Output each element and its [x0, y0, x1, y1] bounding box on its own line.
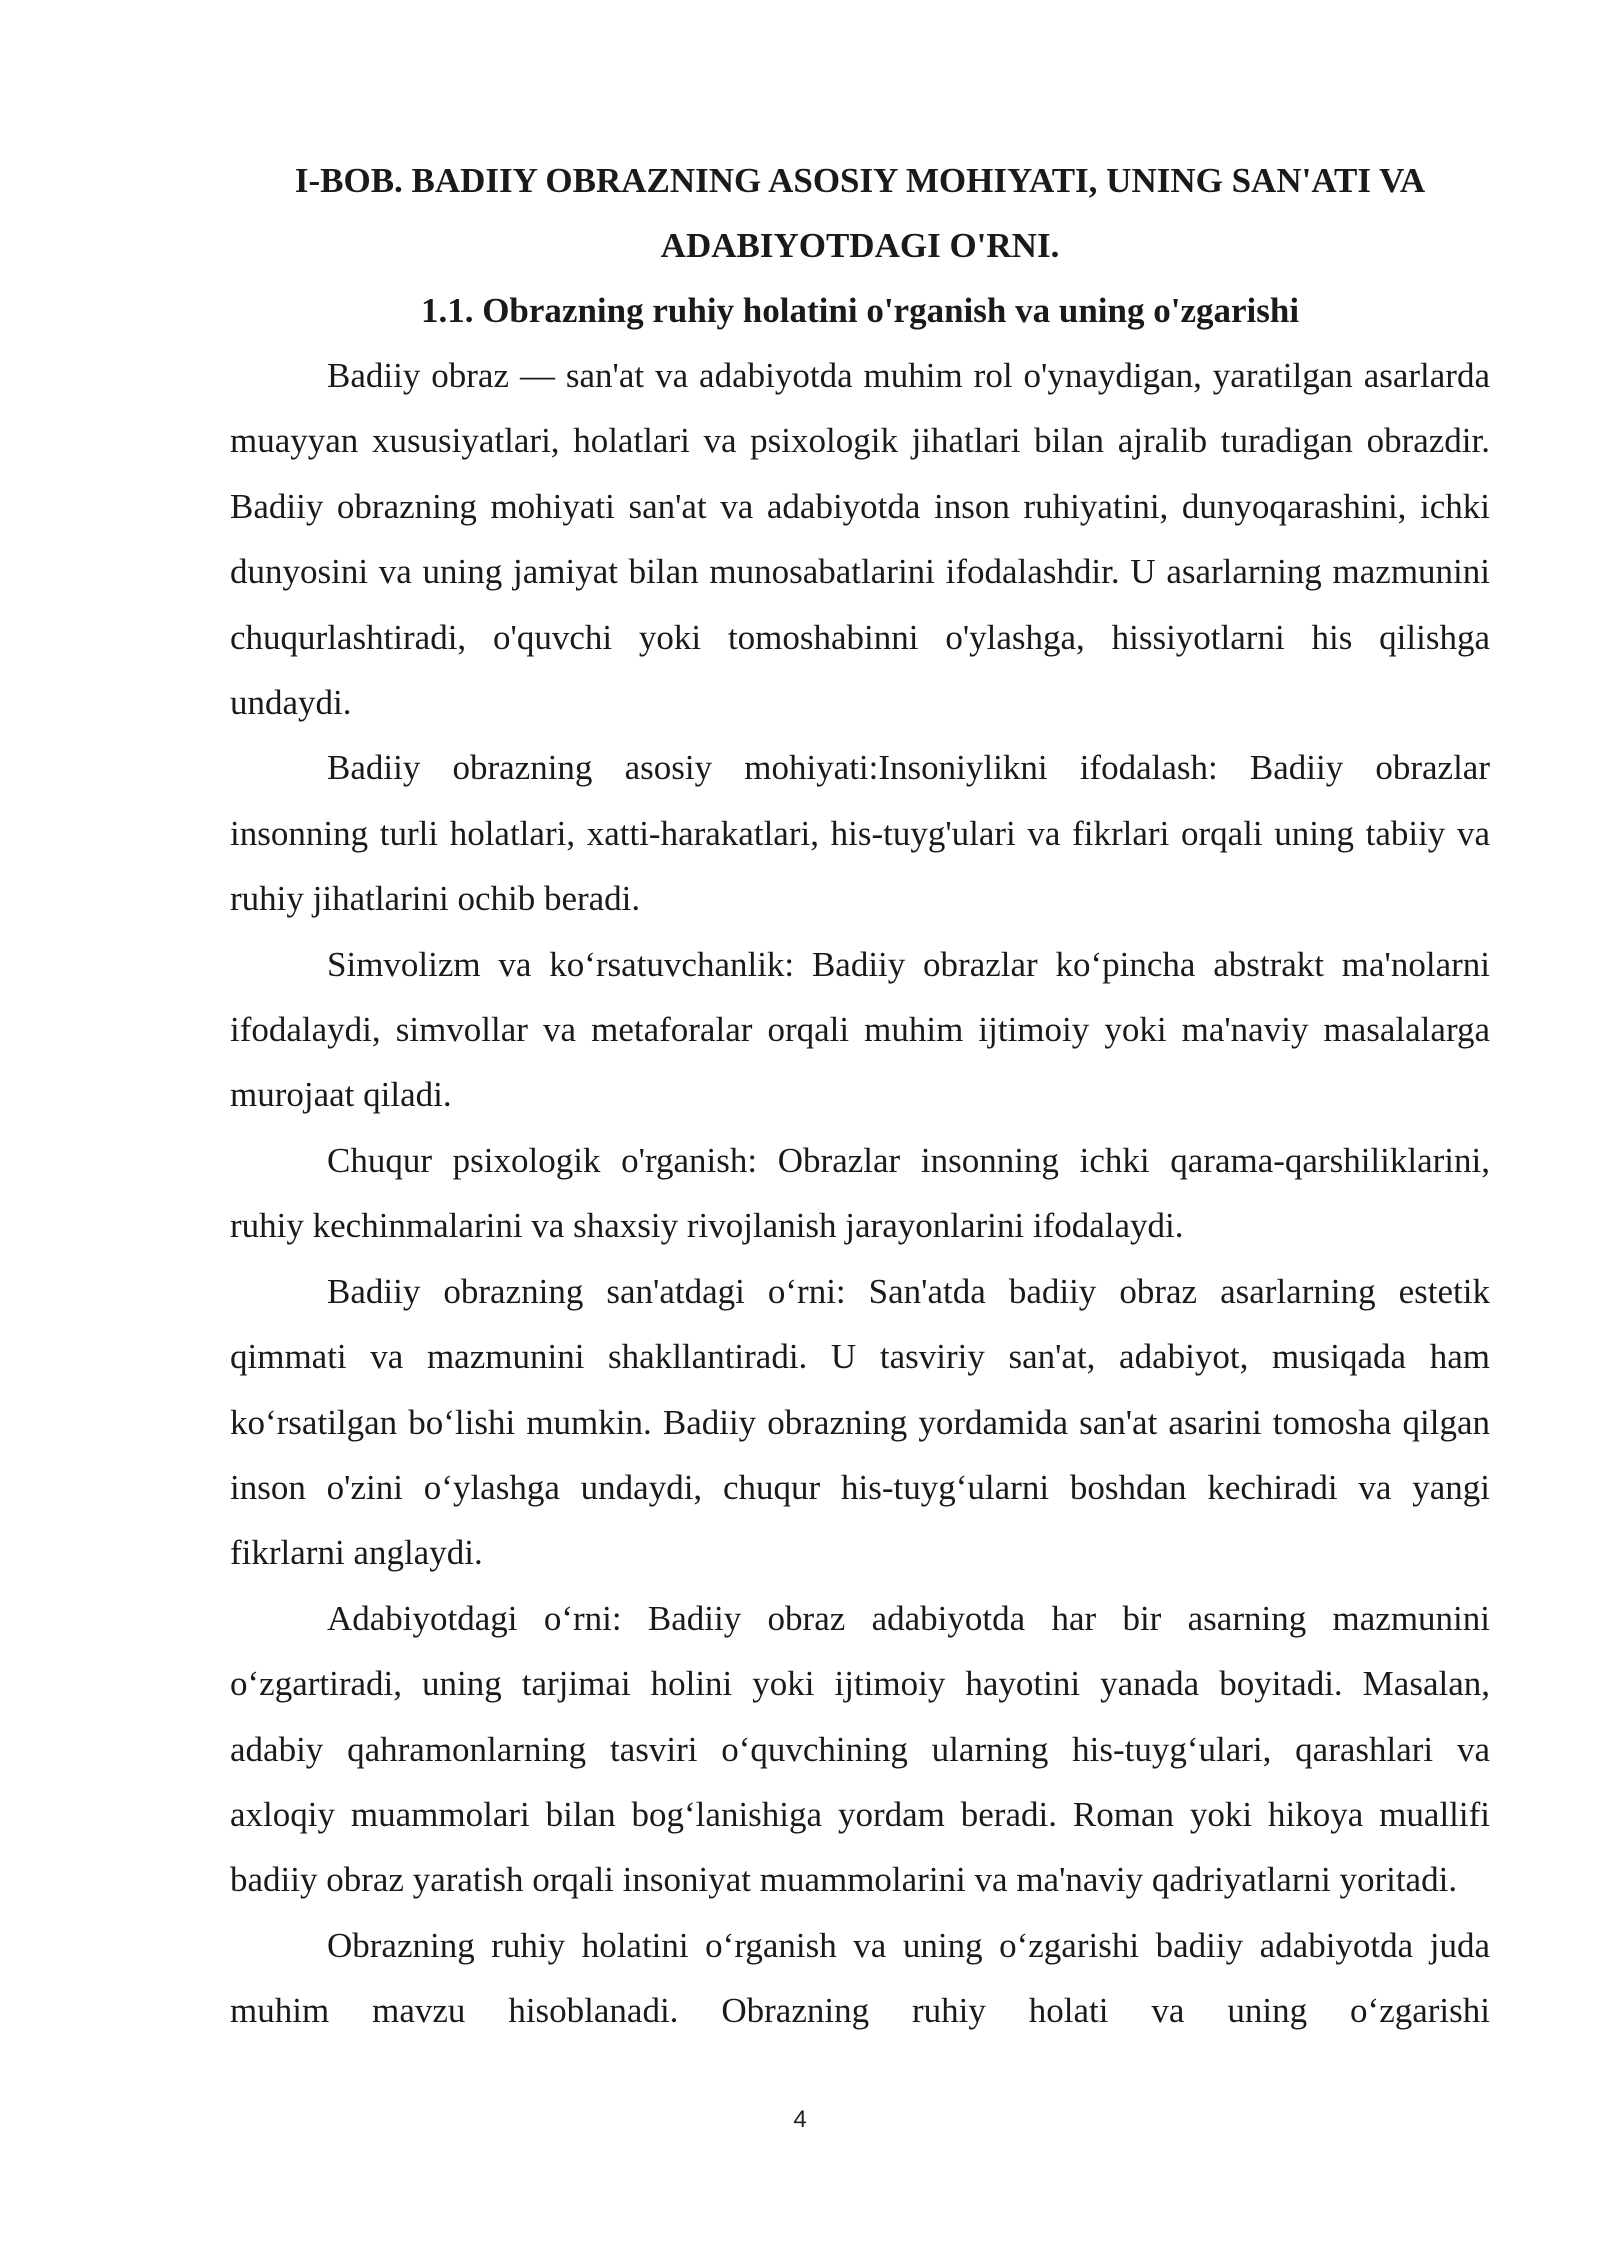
chapter-title-line-1: I-BOB. BADIIY OBRAZNING ASOSIY MOHIYATI, UNING SAN'ATI VA	[294, 161, 1426, 200]
paragraph: Badiiy obraz — san'at va adabiyotda muhim rol o'ynaydigan, yaratilgan asarlarda muayyan xususiyatlari, holatlari va psixologik jihatlari bilan ajralib turadigan obrazdir. Badiiy obrazning mohiyati san'at va adabiyotda inson ruhiyatini, dunyoqarashini, ichki dunyosini va uning jamiyat bilan munosabatlarini ifodalashdir. U asarlarning mazmunini chuqurlashtiradi, o'quvchi yoki tomoshabinni o'ylashga, hissiyotlarni his qilishga undaydi.	[230, 356, 1490, 723]
paragraph: Simvolizm va ko‘rsatuvchanlik: Badiiy obrazlar ko‘pincha abstrakt ma'nolarni ifodalaydi, simvollar va metaforalar orqali muhim ijtimoiy yoki ma'naviy masalalarga murojaat qiladi.	[230, 944, 1490, 1115]
paragraph: Badiiy obrazning san'atdagi o‘rni: San'atda badiiy obraz asarlarning estetik qimmati va mazmunini shakllantiradi. U tasviriy san'at, adabiyot, musiqada ham ko‘rsatilgan bo‘lishi mumkin. Badiiy obrazning yordamida san'at asarini tomosha qilgan inson o'zini o‘ylashga undaydi, chuqur his-tuyg‘ularni boshdan kechiradi va yangi fikrlarni anglaydi.	[230, 1271, 1490, 1573]
paragraph: Badiiy obrazning asosiy mohiyati:Insoniylikni ifodalash: Badiiy obrazlar insonning turli holatlari, xatti-harakatlari, his-tuyg'ulari va fikrlari orqali uning tabiiy va ruhiy jihatlarini ochib beradi.	[230, 748, 1490, 919]
paragraph: Chuqur psixologik o'rganish: Obrazlar insonning ichki qarama-qarshiliklarini, ruhiy kechinmalarini va shaxsiy rivojlanish jarayonlarini ifodalaydi.	[230, 1140, 1490, 1246]
section-title: 1.1. Obrazning ruhiy holatini o'rganish va uning o'zgarishi	[420, 291, 1300, 330]
chapter-title-line-2: ADABIYOTDAGI O'RNI.	[660, 226, 1060, 265]
document-page	[230, 148, 1490, 2044]
paragraph: Adabiyotdagi o‘rni: Badiiy obraz adabiyotda har bir asarning mazmunini o‘zgartiradi, uning tarjimai holini yoki ijtimoiy hayotini yanada boyitadi. Masalan, adabiy qahramonlarning tasviri o‘quvchining ularning his-tuyg‘ulari, qarashlari va axloqiy muammolari bilan bog‘lanishiga yordam beradi. Roman yoki hikoya muallifi badiiy obraz yaratish orqali insoniyat muammolarini va ma'naviy qadriyatlarni yoritadi.	[230, 1598, 1490, 1900]
page-number: 4	[793, 2106, 807, 2133]
paragraph: Obrazning ruhiy holatini o‘rganish va uning o‘zgarishi badiiy adabiyotda juda muhim mavzu hisoblanadi. Obrazning ruhiy holati va uning o‘zgarishi	[230, 1925, 1490, 2031]
chapter-title	[230, 148, 1490, 278]
